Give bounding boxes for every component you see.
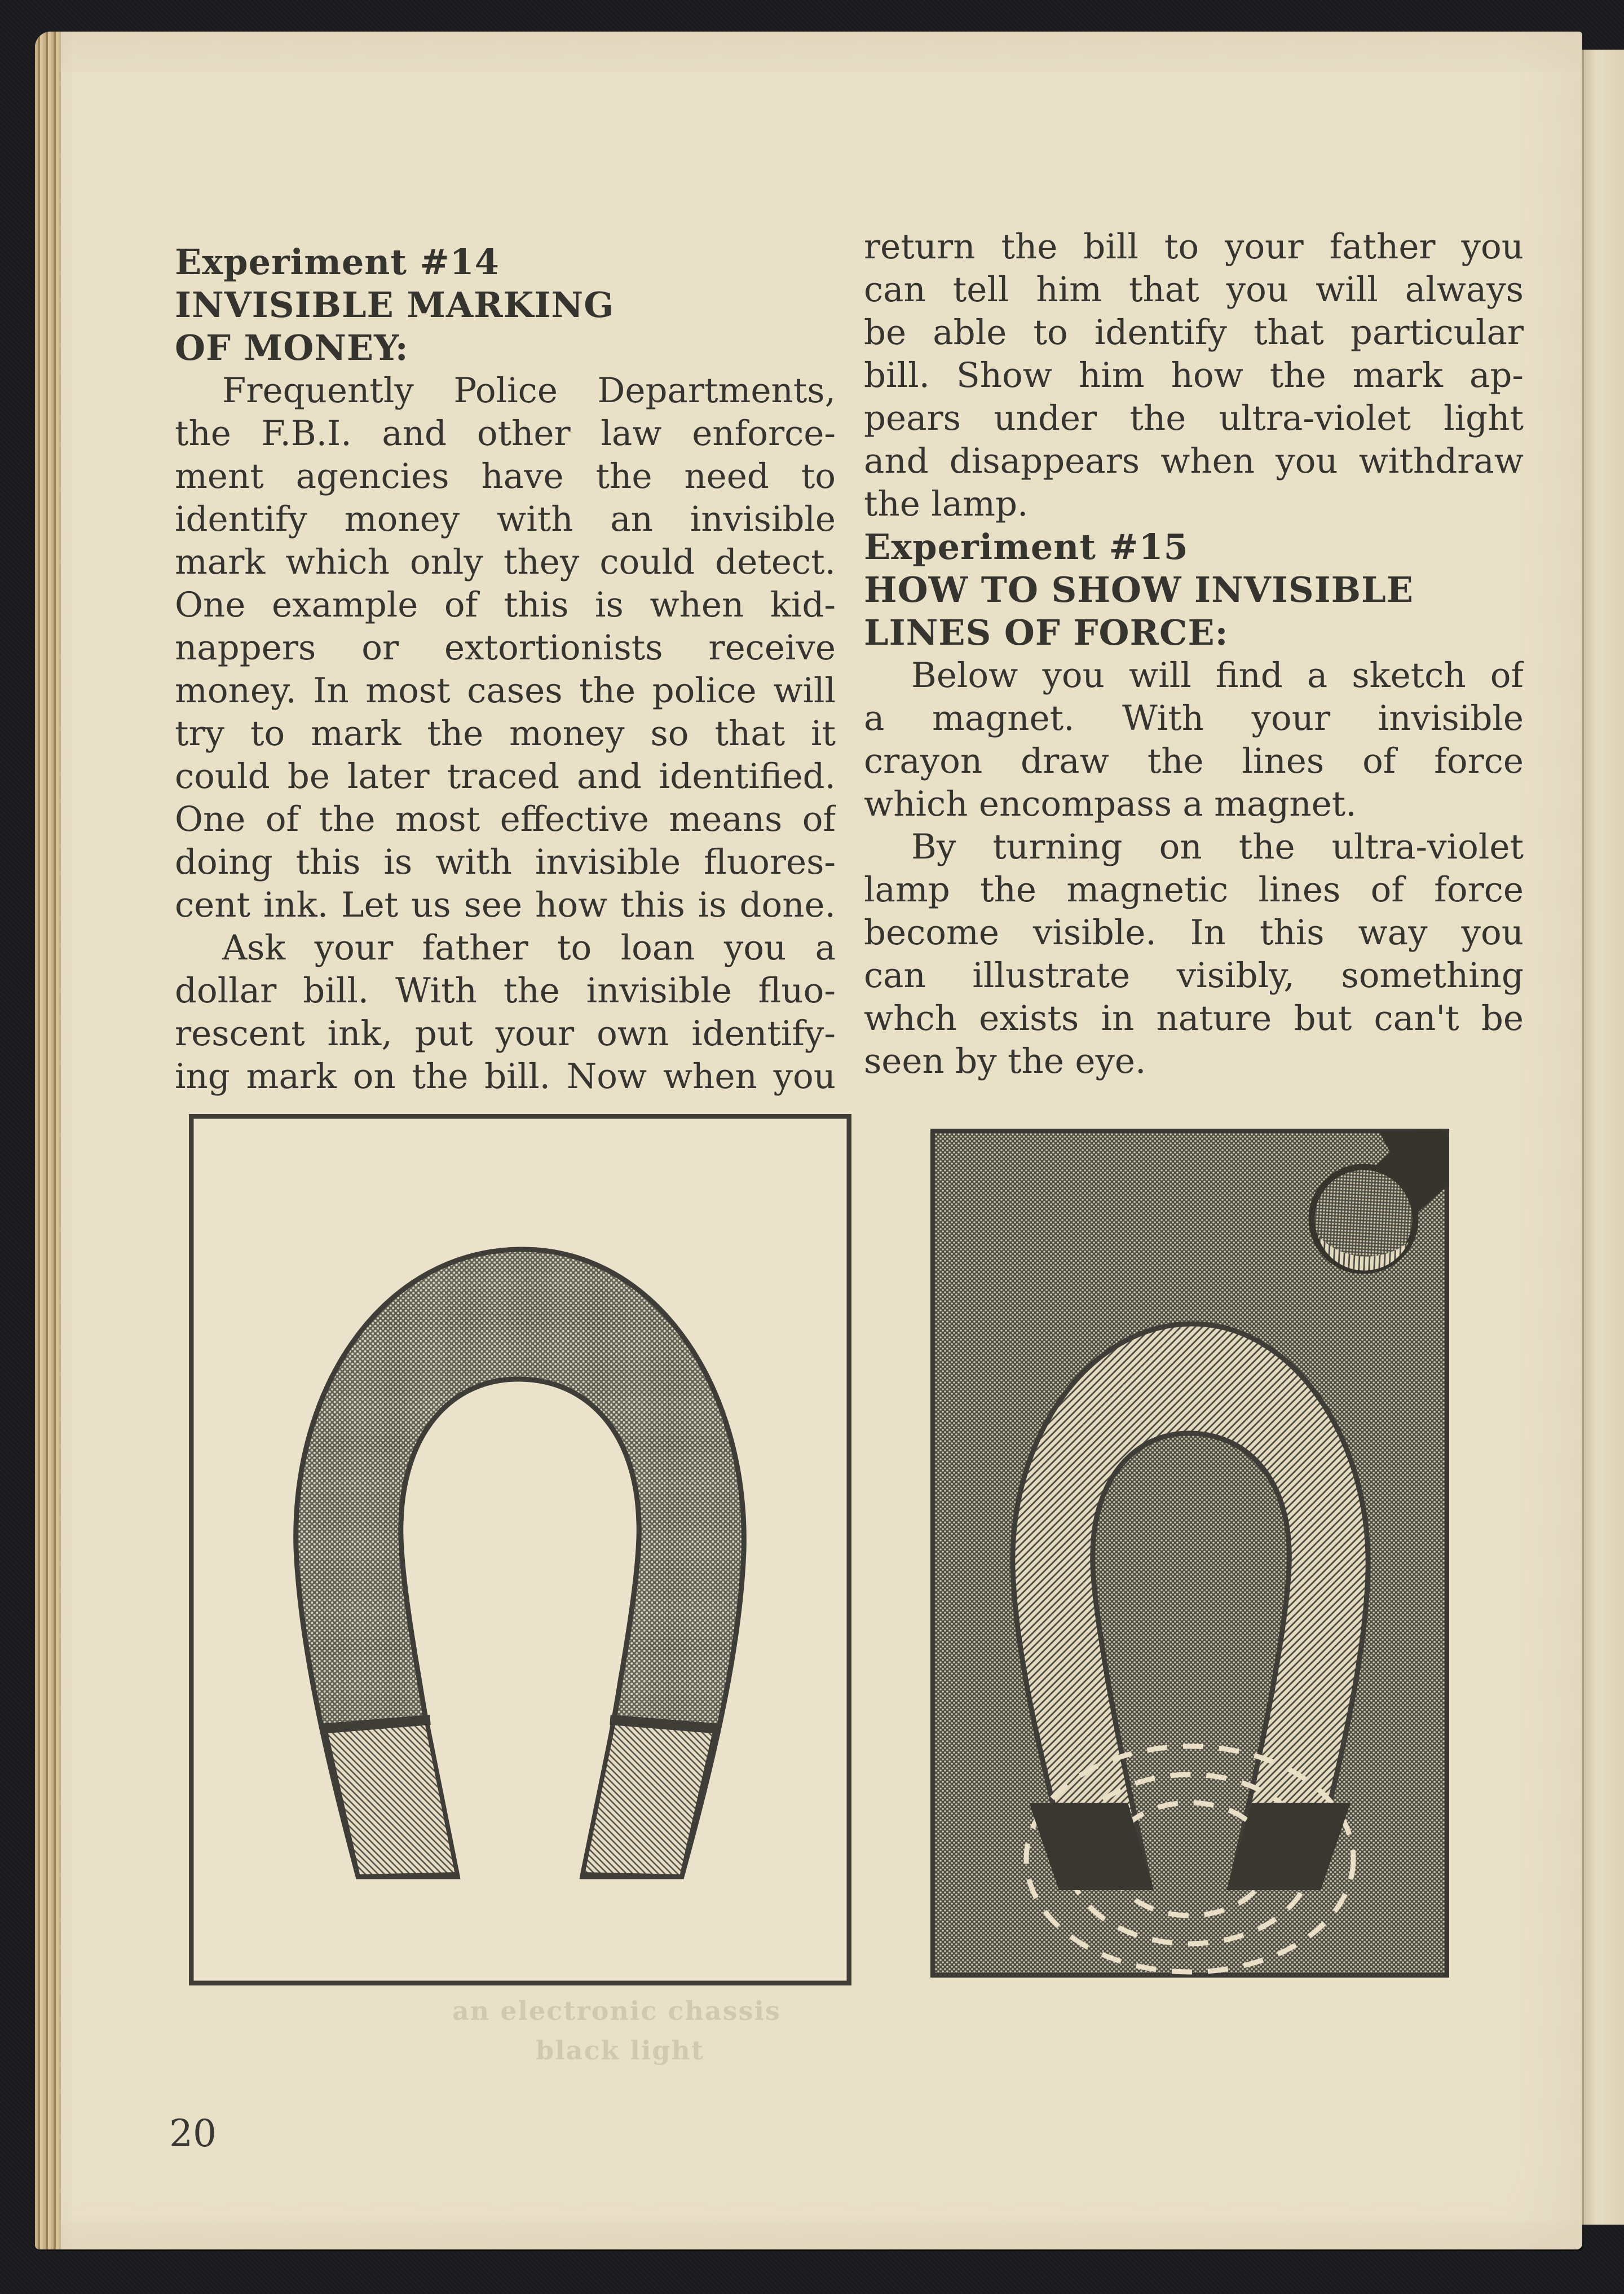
text-line: Frequently Police Departments, [222,371,836,411]
text-line: money. In most cases the police will [175,671,836,711]
horseshoe-magnet-glowing-icon [930,1129,1449,1978]
text-line: One of the most effective means of [175,799,836,839]
text-line: could be later traced and identified. [175,756,836,796]
text-line: try to mark the money so that it [175,714,836,754]
text-line: can tell him that you will always [864,270,1524,310]
paragraph [864,826,1524,1083]
text-line: Experiment #14 [175,241,500,283]
text-line: mark which only they could detect. [175,542,836,582]
text-line: crayon draw the lines of force [864,741,1524,781]
page-number: 20 [169,2112,217,2155]
figure-magnet-sketch [189,1114,851,1985]
text-line: One example of this is when kid- [175,585,836,625]
text-line: the lamp. [864,484,1029,524]
text-line: identify money with an invisible [175,499,836,539]
figure-magnet-under-uv-lamp [930,1129,1449,1978]
left-text-column [175,241,836,1098]
text-line: a magnet. With your invisible [864,698,1524,738]
horseshoe-magnet-icon [189,1114,851,1985]
text-line: ment agencies have the need to [175,456,836,496]
text-line: cent ink. Let us see how this is done. [175,885,836,925]
text-line: Ask your father to loan you a [222,928,836,968]
page-edge-deckle [35,32,61,2249]
ghost-showthrough-text: an electronic chassis [452,1996,781,2026]
paragraph [864,654,1524,826]
text-line: seen by the eye. [864,1041,1146,1081]
text-line: the F.B.I. and other law enforce- [175,413,836,453]
text-line: Experiment #15 [864,526,1189,567]
ghost-showthrough-text: black light [536,2035,705,2066]
paragraph [864,226,1524,526]
paragraph [175,369,836,927]
text-line: HOW TO SHOW INVISIBLE [864,569,1414,610]
text-line: By turning on the ultra-violet [911,827,1524,867]
text-line: bill. Show him how the mark ap- [864,355,1524,395]
section-heading [864,526,1524,654]
text-line: which encompass a magnet. [864,784,1357,824]
text-line: LINES OF FORCE: [864,612,1229,653]
text-line: dollar bill. With the invisible fluo- [175,971,836,1011]
text-line: rescent ink, put your own identify- [175,1014,836,1054]
right-text-column [864,226,1524,1083]
text-line: INVISIBLE MARKING [175,284,615,325]
book-page [35,32,1582,2249]
text-line: be able to identify that particular [864,312,1524,353]
next-page-edge [1582,50,1624,2225]
paragraph [175,927,836,1098]
text-line: nappers or extortionists receive [175,628,836,668]
text-line: whch exists in nature but can't be [864,998,1524,1038]
text-line: can illustrate visibly, something [864,956,1524,996]
text-line: and disappears when you withdraw [864,441,1524,481]
text-line: Below you will find a sketch of [911,655,1524,695]
section-heading [175,241,836,369]
text-line: doing this is with invisible fluores- [175,842,836,882]
text-line: lamp the magnetic lines of force [864,870,1524,910]
text-line: return the bill to your father you [864,227,1524,267]
text-line: become visible. In this way you [864,913,1524,953]
text-line: OF MONEY: [175,327,409,368]
text-line: pears under the ultra-violet light [864,398,1524,438]
text-line: ing mark on the bill. Now when you [175,1056,836,1097]
